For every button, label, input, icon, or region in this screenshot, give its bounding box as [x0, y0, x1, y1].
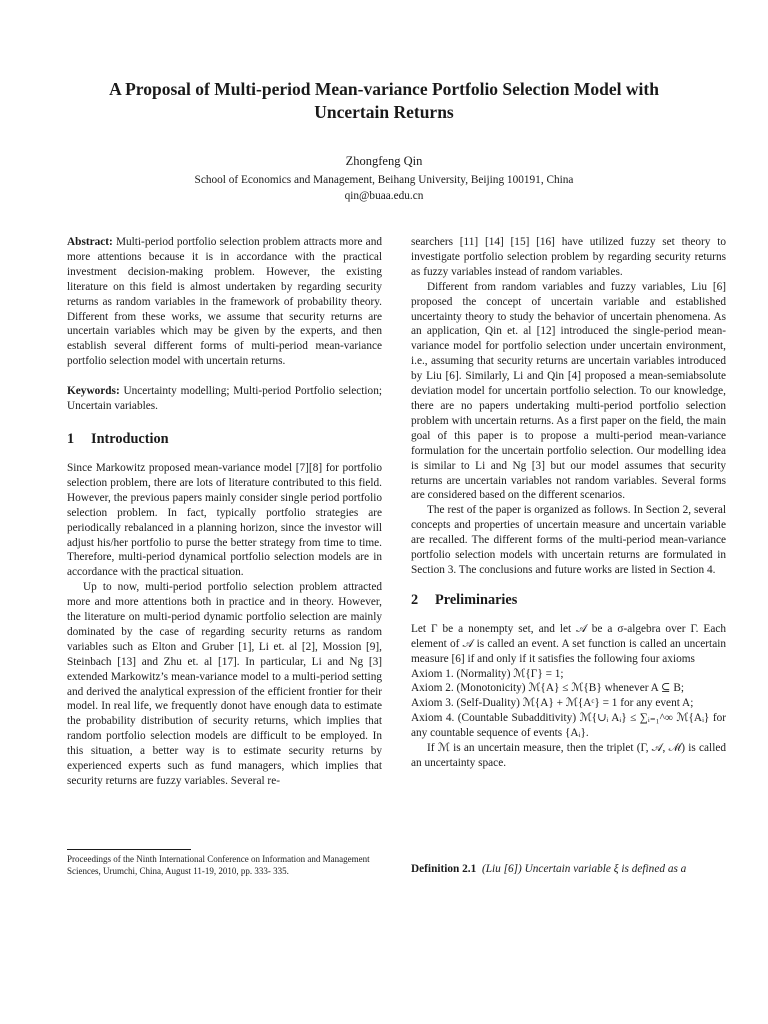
author-name: Zhongfeng Qin [345, 154, 423, 168]
intro-paragraph-4: The rest of the paper is organized as follows. In Section 2, several concepts and properties of uncertain measure and uncertain variable are recalled. The different forms of the multi-period mean-variance portfolio selection models with uncertain returns are formulated in Section 3. The conclusions and future works are listed in Section 4. [411, 504, 726, 576]
title-line-2: Uncertain Returns [314, 102, 454, 122]
axiom-1: Axiom 1. (Normality) ℳ{Γ} = 1; [411, 667, 564, 680]
title-line-1: A Proposal of Multi-period Mean-variance Portfolio Selection Model with [109, 79, 659, 99]
abstract-label: Abstract: [67, 236, 113, 248]
section-title: Introduction [91, 430, 169, 447]
section-heading-introduction [67, 430, 382, 448]
intro-paragraph-2-continued: searchers [11] [14] [15] [16] have utilized fuzzy set theory to investigate portfolio selection problem by regarding security returns as fuzzy variables instead of random variables. [411, 236, 726, 278]
abstract-text: Multi-period portfolio selection problem attracts more and more attentions because it is in accordance with the practical investment decision-making problem. However, the existing literature on this field is almost undertaken by regarding security returns as random variables in the framework of probability theory. Different from these works, we assume that security returns are uncertain variables which may be given by the experts, and then establish several different forms of multi-period mean-variance portfolio selection model with uncertain returns. [67, 236, 382, 368]
axiom-4: Axiom 4. (Countable Subadditivity) ℳ{∪ᵢ Aᵢ} ≤ ∑ᵢ₌₁^∞ ℳ{Aᵢ} for any countable sequence of events {Aᵢ}. [411, 712, 726, 740]
definition-label: Definition 2.1 [411, 863, 477, 875]
keywords-label: Keywords: [67, 385, 120, 398]
intro-paragraph-1: Since Markowitz proposed mean-variance model [7][8] for portfolio selection problem, there are lots of literature contributed to this field. However, the previous papers mainly consider single period portfolio selection problem. In fact, typically portfolio strategies are periodically rebalanced in a planning horizon, since the investor will adjust his/her portfolio to purse the better strategy from time to time. Therefore, multi-period dynamical portfolio selection models are in accordance with the practical situation. [67, 461, 382, 579]
uncertainty-space-text: If ℳ is an uncertain measure, then the triplet (Γ, 𝒜, ℳ) is called an uncertainty space. [411, 742, 726, 769]
axiom-2: Axiom 2. (Monotonicity) ℳ{A} ≤ ℳ{B} whenever A ⊆ B; [411, 682, 685, 695]
keywords [67, 384, 382, 414]
section-title: Preliminaries [435, 591, 518, 608]
preliminaries-intro: Let Γ be a nonempty set, and let 𝒜 be a σ-algebra over Γ. Each element of 𝒜 is called an event. A set function is called an uncertain measure [6] if and only if it satisfies the following four axioms [411, 622, 726, 665]
section-number: 2 [411, 591, 419, 608]
section-number: 1 [67, 430, 75, 447]
left-column [67, 235, 382, 789]
definition-text: (Liu [6]) Uncertain variable ξ is defined as a [481, 863, 687, 875]
axiom-3: Axiom 3. (Self-Duality) ℳ{A} + ℳ{Aᶜ} = 1 for any event A; [411, 697, 694, 710]
section-heading-preliminaries [411, 591, 726, 609]
keywords-text: Uncertainty modelling; Multi-period Portfolio selection; Uncertain variables. [67, 385, 382, 413]
footnote: Proceedings of the Ninth International Conference on Information and Management Sciences, Urumchi, China, August 11-19, 2010, pp. 333- 335. [67, 854, 370, 877]
intro-paragraph-2: Up to now, multi-period portfolio selection problem attracted more and more attentions both in practice and in theory. However, the literature on multi-period dynamic portfolio selection are mainly dominated by the case of regarding security returns as random variables such as Elton and Gruber [1], Li et. al [2], Mossion [9], Steinbach [13] and Zhu et. al [17]. In particular, Li and Ng [3] extended Markowitz’s mean-variance model to a multi-period setting and derived the analytical expression of the efficient frontier for their model. In real life, we frequently donot have enough data to estimate the probability distribution of security returns, which implies that random portfolio selection models are difficult to be employed. In this situation, a better way is to estimate security returns by experienced experts such as fund managers, which implies that security returns are fuzzy variables. Several re- [67, 581, 382, 787]
author-affiliation: School of Economics and Management, Beihang University, Beijing 100191, China [194, 174, 574, 186]
footnote-rule [67, 849, 191, 850]
right-column [411, 235, 726, 771]
definition-2-1 [411, 862, 726, 877]
paper-title [60, 78, 708, 124]
intro-paragraph-3: Different from random variables and fuzzy variables, Liu [6] proposed the concept of uncertain variable and established uncertainty theory to study the behavior of uncertain phenomena. As an application, Qin et. al [12] introduced the single-period mean-variance model for portfolio selection under uncertain environment, i.e., assuming that security returns are uncertain variables introduced by Liu [6]. Similarly, Li and Qin [4] proposed a mean-semiabsolute deviation model for uncertain portfolio selection. To our knowledge, there are no papers undertaking multi-period portfolio selection problem with uncertain returns. As a first paper on the field, the main goal of this paper is to propose a multi-period mean-variance formulation for the uncertain portfolio selection. Our modelling idea is similar to Li and Ng [3] but our model assumes that security returns are uncertain variables not random variables. Several forms are considered based on the different scenarios. [411, 280, 726, 502]
author-email: qin@buaa.edu.cn [344, 190, 424, 202]
abstract [67, 235, 382, 369]
